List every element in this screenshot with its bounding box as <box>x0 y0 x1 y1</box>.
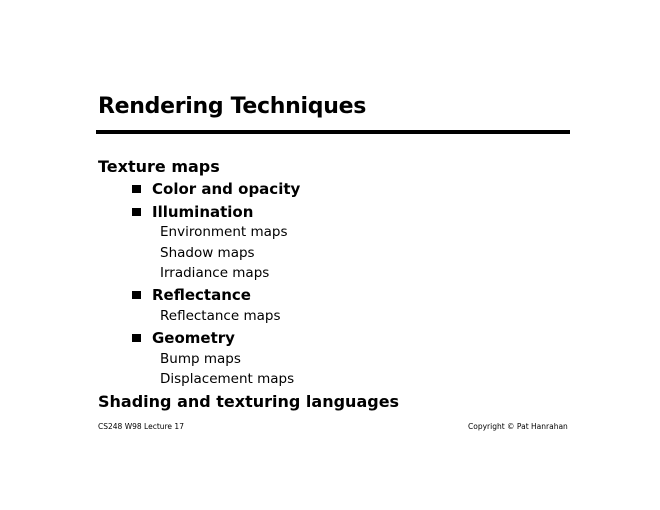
outline-item-displacement-maps: Displacement maps <box>160 371 295 387</box>
outline-item-texture-maps: Texture maps <box>98 157 220 176</box>
square-bullet-icon <box>132 334 141 342</box>
outline-item-label: Color and opacity <box>152 180 301 198</box>
outline-item-color-and-opacity <box>132 180 300 198</box>
outline-item-label: Illumination <box>152 203 254 221</box>
footer-copyright: Copyright © Pat Hanrahan <box>468 422 568 431</box>
slide-title: Rendering Techniques <box>98 94 366 119</box>
outline-item-irradiance-maps: Irradiance maps <box>160 265 270 281</box>
square-bullet-icon <box>132 208 141 216</box>
square-bullet-icon <box>132 185 141 193</box>
outline-item-reflectance-maps: Reflectance maps <box>160 308 281 324</box>
outline-item-reflectance <box>132 286 251 304</box>
outline-item-geometry <box>132 329 235 347</box>
title-rule <box>96 130 570 134</box>
square-bullet-icon <box>132 291 141 299</box>
outline-item-shading-languages: Shading and texturing languages <box>98 392 400 411</box>
outline-item-label: Reflectance <box>152 286 251 304</box>
outline-item-label: Geometry <box>152 329 235 347</box>
outline-item-illumination <box>132 203 253 221</box>
outline-item-bump-maps: Bump maps <box>160 351 241 367</box>
outline-item-environment-maps: Environment maps <box>160 224 288 240</box>
outline-item-shadow-maps: Shadow maps <box>160 245 255 261</box>
footer-course-label: CS248 W98 Lecture 17 <box>98 422 184 431</box>
